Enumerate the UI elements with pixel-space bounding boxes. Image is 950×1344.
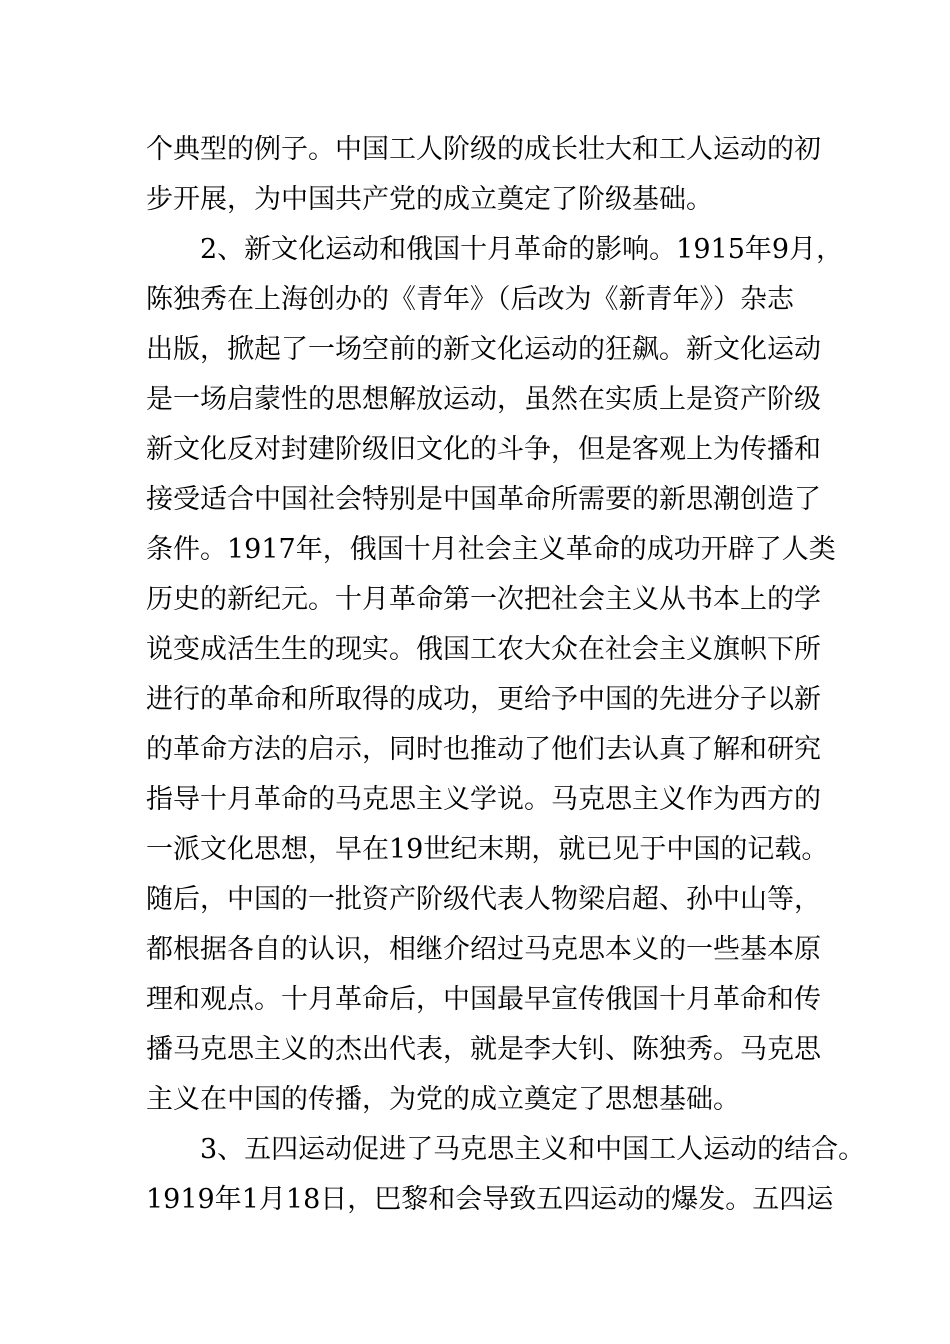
text-line: 陈独秀在上海创办的《青年》（后改为《新青年》）杂志: [146, 284, 794, 315]
text-line: 随后，中国的一批资产阶级代表人物梁启超、孙中山等，: [146, 884, 821, 915]
text-line: 指导十月革命的马克思主义学说。马克思主义作为西方的: [146, 784, 821, 815]
text-line: 新文化反对封建阶级旧文化的斗争，但是客观上为传播和: [146, 434, 821, 465]
text-line: 个典型的例子。中国工人阶级的成长壮大和工人运动的初: [146, 134, 821, 165]
text-line: 一派文化思想，早在19世纪末期，就已见于中国的记载。: [146, 834, 829, 865]
text-line: 主义在中国的传播，为党的成立奠定了思想基础。: [146, 1084, 740, 1115]
text-line: 历史的新纪元。十月革命第一次把社会主义从书本上的学: [146, 584, 821, 615]
paragraph-start-line: 2、新文化运动和俄国十月革命的影响。1915年9月，: [200, 234, 844, 265]
text-line: 的革命方法的启示，同时也推动了他们去认真了解和研究: [146, 734, 821, 765]
text-line: 都根据各自的认识，相继介绍过马克思本义的一些基本原: [146, 934, 821, 965]
paragraph-start-line: 3、五四运动促进了马克思主义和中国工人运动的结合。: [200, 1134, 866, 1165]
text-line: 步开展，为中国共产党的成立奠定了阶级基础。: [146, 184, 713, 215]
text-line: 说变成活生生的现实。俄国工农大众在社会主义旗帜下所: [146, 634, 821, 665]
text-line: 进行的革命和所取得的成功，更给予中国的先进分子以新: [146, 684, 821, 715]
text-line: 出版，掀起了一场空前的新文化运动的狂飙。新文化运动: [146, 334, 821, 365]
text-line: 条件。1917年，俄国十月社会主义革命的成功开辟了人类: [146, 534, 836, 565]
text-line: 播马克思主义的杰出代表，就是李大钊、陈独秀。马克思: [146, 1034, 821, 1065]
text-line: 接受适合中国社会特别是中国革命所需要的新思潮创造了: [146, 484, 821, 515]
text-line: 1919年1月18日，巴黎和会导致五四运动的爆发。五四运: [146, 1184, 834, 1215]
document-body: [146, 125, 866, 1225]
text-line: 是一场启蒙性的思想解放运动，虽然在实质上是资产阶级: [146, 384, 821, 415]
text-line: 理和观点。十月革命后，中国最早宣传俄国十月革命和传: [146, 984, 821, 1015]
